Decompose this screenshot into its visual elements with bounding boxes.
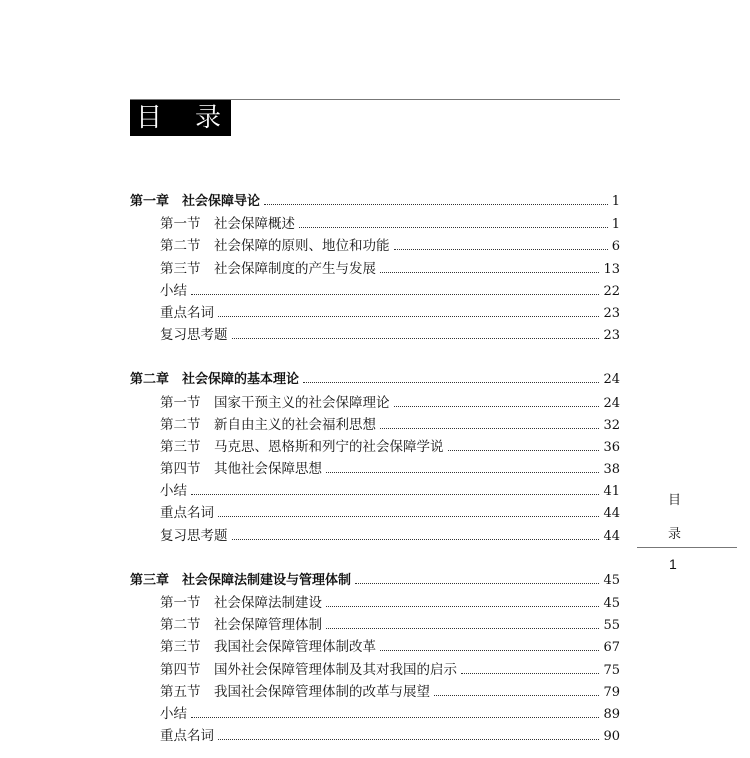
page-number: 32 xyxy=(603,417,620,433)
page-number: 79 xyxy=(603,684,620,700)
entry-title: 第三节 马克思、恩格斯和列宁的社会保障学说 xyxy=(160,438,444,455)
dot-leader xyxy=(191,294,599,295)
entry-title: 第二节 社会保障的原则、地位和功能 xyxy=(160,238,390,255)
dot-leader xyxy=(355,583,599,584)
entry-title: 第四节 其他社会保障思想 xyxy=(160,461,322,478)
toc-entry[interactable] xyxy=(130,635,620,657)
toc-entry[interactable] xyxy=(130,479,620,501)
toc-entry[interactable] xyxy=(130,591,620,613)
chapter-gap xyxy=(130,546,620,569)
toc-entry[interactable] xyxy=(130,702,620,724)
side-rule xyxy=(637,547,737,548)
chapter-title: 第三章 社会保障法制建设与管理体制 xyxy=(130,572,352,588)
page-number: 6 xyxy=(611,239,620,255)
chapter-1-entry[interactable] xyxy=(130,190,620,212)
entry-title: 小结 xyxy=(160,282,187,299)
dot-leader xyxy=(218,516,599,517)
dot-leader xyxy=(394,406,600,407)
page-number: 1 xyxy=(611,217,620,233)
entry-title: 第四节 国外社会保障管理体制及其对我国的启示 xyxy=(160,661,457,678)
dot-leader xyxy=(299,227,608,228)
page-number: 24 xyxy=(603,395,620,411)
page-number: 23 xyxy=(603,328,620,344)
toc-entry[interactable] xyxy=(130,457,620,479)
dot-leader xyxy=(232,539,600,540)
page-number: 45 xyxy=(603,572,620,588)
toc-entry[interactable] xyxy=(130,658,620,680)
toc-entry[interactable] xyxy=(130,435,620,457)
toc-entry[interactable] xyxy=(130,323,620,345)
entry-title: 重点名词 xyxy=(160,505,214,522)
entry-title: 第三节 我国社会保障管理体制改革 xyxy=(160,639,376,656)
toc-entry[interactable] xyxy=(130,524,620,546)
page-number: 89 xyxy=(603,706,620,722)
entry-title: 第一节 社会保障概述 xyxy=(160,216,295,233)
page-number: 44 xyxy=(603,528,620,544)
page-number: 55 xyxy=(603,618,620,634)
dot-leader xyxy=(303,382,599,383)
page-number: 23 xyxy=(603,305,620,321)
page-number: 44 xyxy=(603,506,620,522)
toc-entry[interactable] xyxy=(130,257,620,279)
page-title: 目 录 xyxy=(130,100,231,136)
entry-title: 第二节 新自由主义的社会福利思想 xyxy=(160,416,376,433)
entry-title: 第二节 社会保障管理体制 xyxy=(160,617,322,634)
page-number: 90 xyxy=(603,729,620,745)
dot-leader xyxy=(434,695,599,696)
toc-entry[interactable] xyxy=(130,680,620,702)
entry-title: 第一节 社会保障法制建设 xyxy=(160,595,322,611)
dot-leader xyxy=(232,338,600,339)
chapter-gap xyxy=(130,345,620,368)
chapter-3-entry[interactable] xyxy=(130,569,620,591)
dot-leader xyxy=(326,606,599,607)
entry-title: 重点名词 xyxy=(160,728,214,745)
chapter-title: 第一章 社会保障导论 xyxy=(130,194,261,209)
toc-entry[interactable] xyxy=(130,391,620,413)
folio-page-number: 1 xyxy=(669,556,677,572)
chapter-2-entry[interactable] xyxy=(130,368,620,390)
dot-leader xyxy=(218,316,599,317)
entry-title: 复习思考题 xyxy=(160,327,228,344)
dot-leader xyxy=(326,628,599,629)
dot-leader xyxy=(461,673,599,674)
toc-entry[interactable] xyxy=(130,279,620,301)
page-number: 45 xyxy=(603,596,620,611)
toc-entry[interactable] xyxy=(130,234,620,256)
entry-title: 重点名词 xyxy=(160,304,214,321)
entry-title: 复习思考题 xyxy=(160,527,228,544)
page-number: 22 xyxy=(603,283,620,299)
page-number: 67 xyxy=(603,640,620,656)
dot-leader xyxy=(394,249,608,250)
entry-title: 小结 xyxy=(160,483,187,500)
toc-entry[interactable] xyxy=(130,613,620,635)
dot-leader xyxy=(380,428,599,429)
toc-entry[interactable] xyxy=(130,212,620,234)
page-number: 75 xyxy=(603,662,620,678)
chapter-title: 第二章 社会保障的基本理论 xyxy=(130,372,300,388)
side-running-head-char-2: 录 xyxy=(668,527,682,542)
toc-entry[interactable] xyxy=(130,413,620,435)
page-number: 36 xyxy=(603,439,620,455)
toc-entry[interactable] xyxy=(130,724,620,746)
entry-title: 第三节 社会保障制度的产生与发展 xyxy=(160,260,376,277)
dot-leader xyxy=(380,272,599,273)
entry-title: 第一节 国家干预主义的社会保障理论 xyxy=(160,394,390,411)
dot-leader xyxy=(326,472,599,473)
page-number: 13 xyxy=(603,261,620,277)
page-number: 41 xyxy=(603,484,620,500)
side-running-head-char-1: 目 xyxy=(668,493,682,508)
dot-leader xyxy=(448,450,600,451)
entry-title: 小结 xyxy=(160,705,187,722)
page-number: 38 xyxy=(603,462,620,478)
dot-leader xyxy=(191,494,599,495)
entry-title: 第五节 我国社会保障管理体制的改革与展望 xyxy=(160,683,430,700)
dot-leader xyxy=(218,739,599,740)
toc-entry[interactable] xyxy=(130,501,620,523)
table-of-contents xyxy=(130,190,620,746)
dot-leader xyxy=(380,650,599,651)
dot-leader xyxy=(264,204,608,205)
toc-entry[interactable] xyxy=(130,301,620,323)
dot-leader xyxy=(191,717,599,718)
page-number: 24 xyxy=(603,372,620,388)
page-number: 1 xyxy=(611,194,620,209)
